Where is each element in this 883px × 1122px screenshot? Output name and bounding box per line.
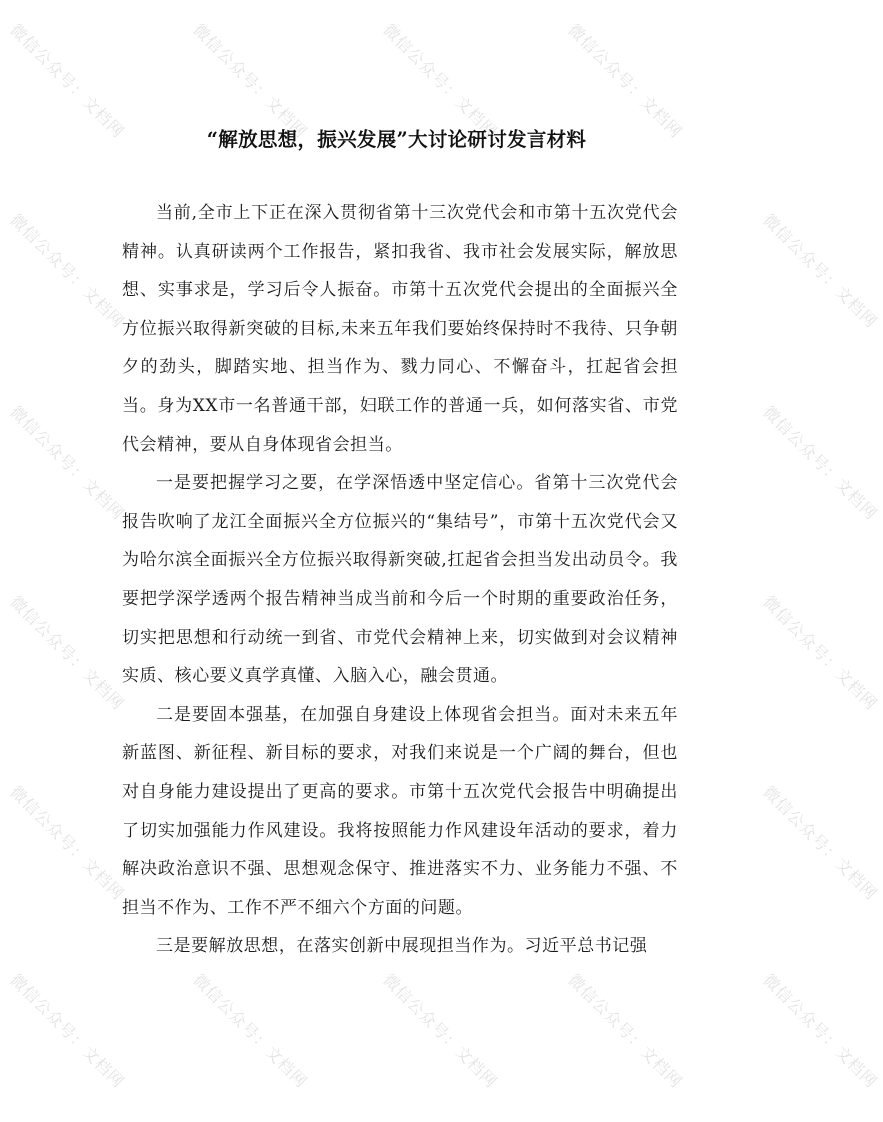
- watermark: 微信公众号：文档网: [759, 592, 882, 714]
- watermark: 微信公众号：文档网: [759, 782, 882, 904]
- watermark: 微信公众号：文档网: [759, 402, 882, 524]
- watermark: 微信公众号：文档网: [6, 402, 129, 524]
- paragraph-point-three: 三是要解放思想，在落实创新中展现担当作为。习近平总书记强: [156, 936, 648, 957]
- watermark: 微信公众号：文档网: [564, 20, 687, 142]
- watermark: 微信公众号：文档网: [6, 210, 129, 332]
- watermark: 微信公众号：文档网: [6, 970, 129, 1092]
- watermark: 微信公众号：文档网: [759, 970, 882, 1092]
- watermark: 微信公众号：文档网: [6, 782, 129, 904]
- watermark: 微信公众号：文档网: [379, 970, 502, 1092]
- watermark: 微信公众号：文档网: [6, 20, 129, 142]
- paragraph-intro: 当前,全市上下正在深入贯彻省第十三次党代会和市第十五次党代会精神。认真研读两个工作报告，紧扣我省、我市社会发展实际，解放思想、实事求是，学习后令人振奋。市第十五次党代会提出的全面振兴全方位振兴取得新突破的目标,未来五年我们要始终保持时不我待、只争朝夕的劲头，脚踏实地、担当作为、戮力同心、不懈奋斗，扛起省会担当。身为XX市一名普通干部，妇联工作的普通一兵，如何落实省、市党代会精神，要从自身体现省会担当。: [122, 203, 678, 455]
- document-title: “解放思想，振兴发展”大讨论研讨发言材料: [206, 128, 587, 151]
- watermark: 微信公众号：文档网: [379, 20, 502, 142]
- paragraph-point-one: 一是要把握学习之要，在学深悟透中坚定信心。省第十三次党代会报告吹响了龙江全面振兴全方位振兴的“集结号”，市第十五次党代会又为哈尔滨全面振兴全方位振兴取得新突破,扛起省会担当发出动员令。我要把学深学透两个报告精神当成当前和今后一个时期的重要政治任务，切实把思想和行动统一到省、市党代会精神上来，切实做到对会议精神实质、核心要义真学真懂、入脑入心，融会贯通。: [122, 473, 678, 687]
- watermark: 微信公众号：文档网: [189, 970, 312, 1092]
- watermark: 微信公众号：文档网: [564, 970, 687, 1092]
- document-body: [122, 194, 678, 966]
- watermark: 微信公众号：文档网: [189, 20, 312, 142]
- watermark: 微信公众号：文档网: [759, 210, 882, 332]
- paragraph-point-two: 二是要固本强基，在加强自身建设上体现省会担当。面对未来五年新蓝图、新征程、新目标的要求，对我们来说是一个广阔的舞台，但也对自身能力建设提出了更高的要求。市第十五次党代会报告中明确提出了切实加强能力作风建设。我将按照能力作风建设年活动的要求，着力解决政治意识不强、思想观念保守、推进落实不力、业务能力不强、不担当不作为、工作不严不细六个方面的问题。: [122, 704, 678, 918]
- watermark: 微信公众号：文档网: [6, 592, 129, 714]
